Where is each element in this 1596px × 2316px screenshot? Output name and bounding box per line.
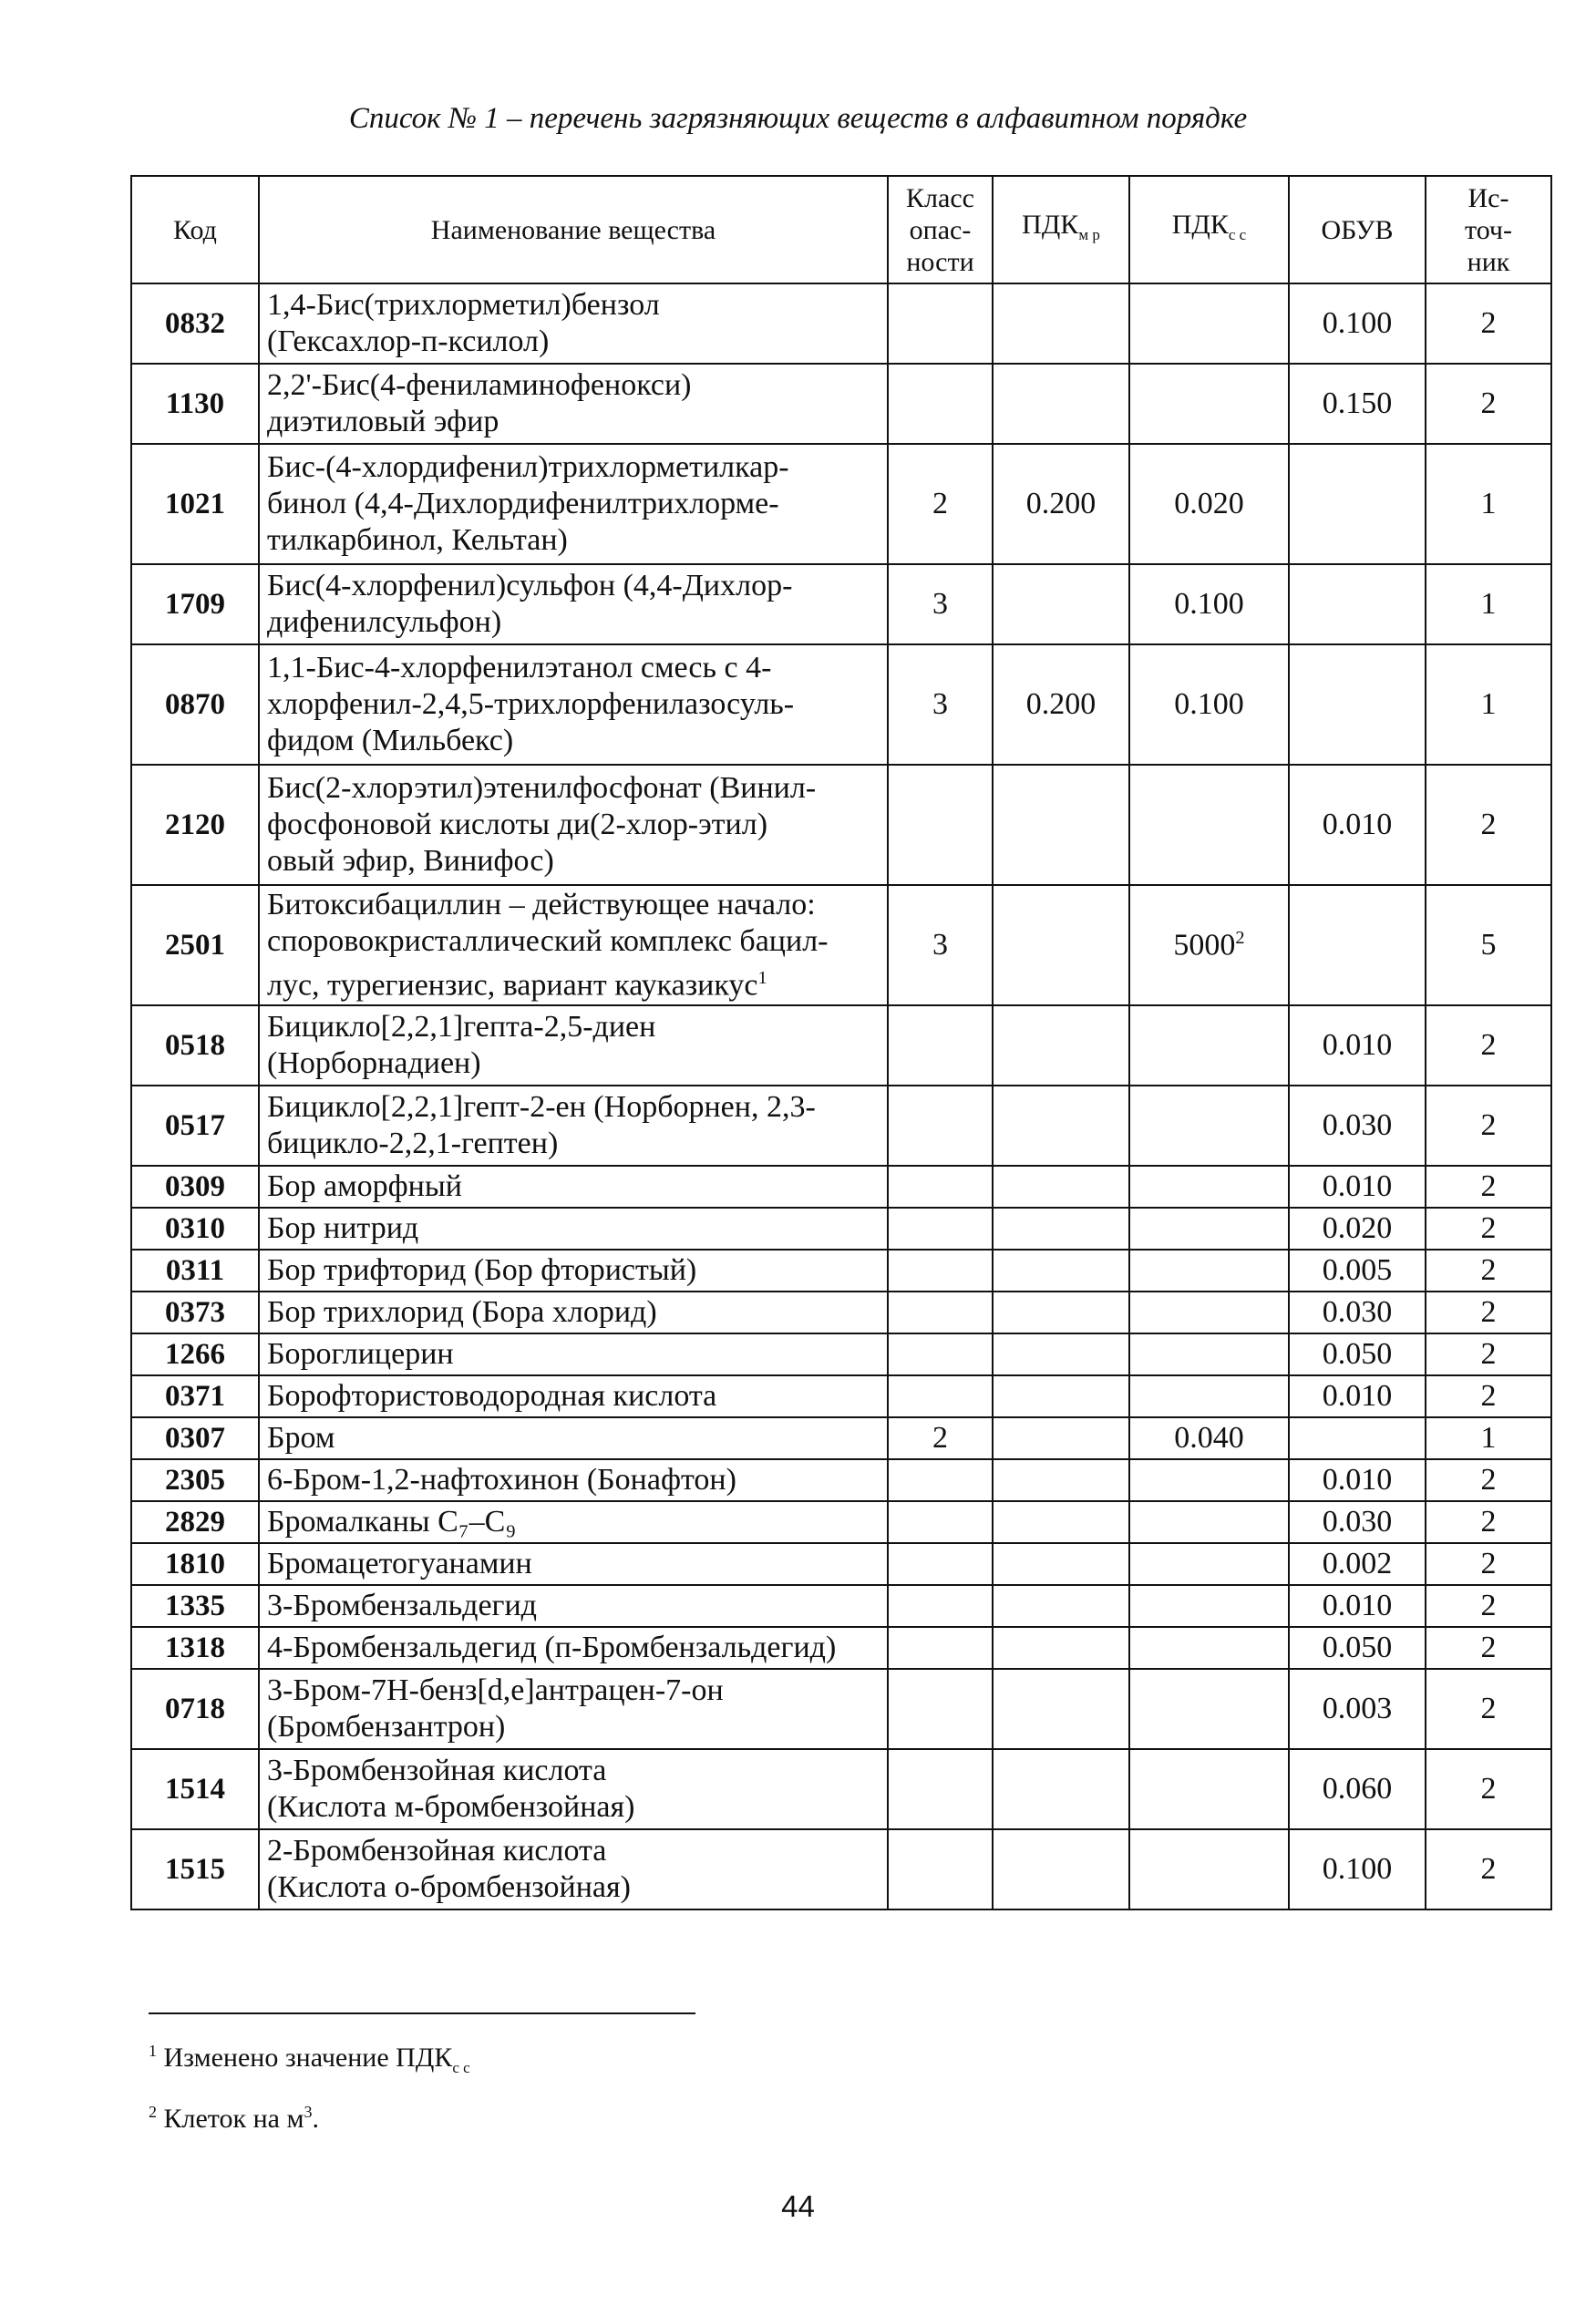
cell-source: 2: [1426, 765, 1551, 885]
cell-obuv: 0.030: [1289, 1292, 1426, 1333]
cell-hazard-class: [888, 283, 993, 364]
page-number: 44: [781, 2189, 815, 2223]
cell-pdk-ss: 5000$^2$: [1129, 885, 1289, 1005]
name-line: (Гексахлор-п-ксилол): [267, 324, 550, 358]
name-line: 2-Бромбензойная кислота: [267, 1834, 607, 1868]
header-obuv: ОБУВ: [1289, 176, 1426, 283]
substances-table: [130, 175, 1552, 1910]
cell-name: [259, 1208, 888, 1250]
cell-source: 2: [1426, 1627, 1551, 1669]
cell-pdk-mr: 0.200: [993, 644, 1129, 765]
table-row: [131, 765, 1551, 885]
cell-hazard-class: [888, 1543, 993, 1585]
cell-code: 1335: [131, 1585, 259, 1627]
cell-obuv: 0.010: [1289, 1459, 1426, 1501]
table-row: [131, 1005, 1551, 1086]
cell-source: 5: [1426, 885, 1551, 1005]
name-line: Бис(4-хлорфенил)сульфон (4,4-Дихлор-: [267, 569, 793, 602]
name-line: Бор нитрид: [267, 1211, 419, 1245]
cell-code: 2305: [131, 1459, 259, 1501]
name-line: споровокристаллический комплекс бацил-: [267, 923, 829, 958]
name-line: дифенилсульфон): [267, 605, 502, 639]
name-line: фосфоновой кислоты ди(2-хлор-этил): [267, 808, 768, 841]
cell-pdk-mr: 0.200: [993, 444, 1129, 564]
cell-obuv: [1289, 1417, 1426, 1459]
cell-source: 2: [1426, 1585, 1551, 1627]
name-line: (Норборнадиен): [267, 1046, 481, 1080]
page-title: Список № 1 – перечень загрязняющих веществ в алфавитном порядке: [348, 102, 1248, 135]
cell-code: 2120: [131, 765, 259, 885]
cell-hazard-class: [888, 1669, 993, 1749]
table-row: [131, 1459, 1551, 1501]
cell-pdk-ss: [1129, 1086, 1289, 1166]
cell-pdk-mr: [993, 1292, 1129, 1333]
cell-obuv: 0.050: [1289, 1333, 1426, 1375]
cell-obuv: 0.003: [1289, 1669, 1426, 1749]
table-row: [131, 364, 1551, 444]
footnote-mark: 1: [757, 967, 767, 988]
cell-source: 2: [1426, 364, 1551, 444]
cell-source: 2: [1426, 1543, 1551, 1585]
cell-code: 1266: [131, 1333, 259, 1375]
cell-code: 0311: [131, 1250, 259, 1292]
name-line: 2,2'-Бис(4-фениламинофенокси): [267, 368, 692, 402]
cell-name: [259, 644, 888, 765]
cell-name: [259, 1543, 888, 1585]
cell-code: 0309: [131, 1166, 259, 1208]
cell-pdk-mr: [993, 1749, 1129, 1829]
cell-pdk-ss: 0.100: [1129, 644, 1289, 765]
cell-pdk-ss: [1129, 283, 1289, 364]
name-line: лус, турегиензис, вариант кауказикус$^1$: [267, 967, 767, 1003]
cell-pdk-ss: [1129, 1333, 1289, 1375]
cell-obuv: 0.010: [1289, 1005, 1426, 1086]
table-row: [131, 1627, 1551, 1669]
cell-name: [259, 364, 888, 444]
cell-code: 0718: [131, 1669, 259, 1749]
cell-name: [259, 1333, 888, 1375]
cell-name: [259, 1292, 888, 1333]
name-line: 4-Бромбензальдегид (п-Бромбензальдегид): [267, 1631, 837, 1664]
cell-name: [259, 1417, 888, 1459]
cell-pdk-mr: [993, 1333, 1129, 1375]
name-line: Битоксибациллин – действующее начало:: [267, 887, 816, 921]
cell-obuv: 0.100: [1289, 1829, 1426, 1909]
cell-hazard-class: [888, 1375, 993, 1417]
cell-name: [259, 1005, 888, 1086]
cell-hazard-class: [888, 1333, 993, 1375]
table-row: [131, 444, 1551, 564]
cell-pdk-mr: [993, 1501, 1129, 1543]
cell-obuv: 0.002: [1289, 1543, 1426, 1585]
cell-hazard-class: 3: [888, 564, 993, 644]
cell-source: 1: [1426, 644, 1551, 765]
table-row: [131, 1086, 1551, 1166]
cell-name: [259, 1459, 888, 1501]
cell-source: 2: [1426, 1501, 1551, 1543]
cell-obuv: 0.010: [1289, 1585, 1426, 1627]
cell-code: 1130: [131, 364, 259, 444]
table-row: [131, 564, 1551, 644]
cell-pdk-ss: [1129, 765, 1289, 885]
name-line: Бис(2-хлорэтил)этенилфосфонат (Винил-: [267, 771, 817, 805]
cell-pdk-mr: [993, 564, 1129, 644]
table-row: [131, 1501, 1551, 1543]
name-line: 1,4-Бис(трихлорметил)бензол: [267, 288, 660, 322]
name-line: бицикло-2,2,1-гептен): [267, 1127, 559, 1160]
cell-pdk-mr: [993, 1543, 1129, 1585]
name-line: Бор трифторид (Бор фтористый): [267, 1253, 697, 1287]
table-row: [131, 1250, 1551, 1292]
cell-name: [259, 885, 888, 1005]
cell-pdk-mr: [993, 1669, 1129, 1749]
table-row: [131, 1669, 1551, 1749]
name-line: хлорфенил-2,4,5-трихлорфенилазосуль-: [267, 687, 795, 721]
cell-pdk-mr: [993, 1086, 1129, 1166]
cell-hazard-class: [888, 1005, 993, 1086]
cell-pdk-ss: [1129, 1375, 1289, 1417]
name-line: Бром: [267, 1421, 335, 1455]
table-row: [131, 1749, 1551, 1829]
cell-name: [259, 1669, 888, 1749]
cell-pdk-mr: [993, 1627, 1129, 1669]
cell-source: 1: [1426, 1417, 1551, 1459]
cell-pdk-mr: [993, 765, 1129, 885]
cell-code: 1515: [131, 1829, 259, 1909]
cell-pdk-mr: [993, 1208, 1129, 1250]
table-row: [131, 885, 1551, 1005]
name-line: Бицикло[2,2,1]гепт-2-ен (Норборнен, 2,3-: [267, 1090, 816, 1124]
cell-pdk-ss: [1129, 1208, 1289, 1250]
name-line: овый эфир, Винифос): [267, 844, 554, 878]
table-header-row: [131, 176, 1551, 283]
name-line: Бицикло[2,2,1]гепта-2,5-диен: [267, 1010, 656, 1044]
cell-pdk-ss: 0.100: [1129, 564, 1289, 644]
name-line: Бороглицерин: [267, 1337, 454, 1371]
name-line: 1,1-Бис-4-хлорфенилэтанол смесь с 4-: [267, 651, 772, 685]
cell-pdk-mr: [993, 1417, 1129, 1459]
cell-hazard-class: [888, 1292, 993, 1333]
footnote-2: $^2$ Клеток на $м^3$.: [149, 2103, 319, 2134]
cell-pdk-ss: [1129, 1543, 1289, 1585]
cell-code: 1709: [131, 564, 259, 644]
cell-code: 0371: [131, 1375, 259, 1417]
cell-source: 2: [1426, 1333, 1551, 1375]
table-row: [131, 283, 1551, 364]
cell-hazard-class: [888, 1627, 993, 1669]
footnotes: [149, 2029, 470, 2141]
cell-pdk-ss: [1129, 1459, 1289, 1501]
cell-code: 1810: [131, 1543, 259, 1585]
cell-name: [259, 1086, 888, 1166]
cell-name: [259, 1375, 888, 1417]
cell-obuv: 0.150: [1289, 364, 1426, 444]
cell-source: 2: [1426, 1459, 1551, 1501]
name-line: (Кислота м-бромбензойная): [267, 1790, 635, 1824]
cell-hazard-class: [888, 1459, 993, 1501]
cell-pdk-ss: [1129, 1005, 1289, 1086]
cell-pdk-ss: [1129, 1292, 1289, 1333]
cell-hazard-class: [888, 1086, 993, 1166]
cell-obuv: 0.010: [1289, 765, 1426, 885]
name-line: Бромацетогуанамин: [267, 1547, 532, 1580]
cell-pdk-ss: [1129, 1749, 1289, 1829]
table-row: [131, 1829, 1551, 1909]
cell-hazard-class: 3: [888, 644, 993, 765]
cell-pdk-mr: [993, 1375, 1129, 1417]
cell-pdk-ss: 0.020: [1129, 444, 1289, 564]
name-line: 3-Бромбензальдегид: [267, 1589, 537, 1622]
table-row: [131, 1417, 1551, 1459]
cell-code: 1021: [131, 444, 259, 564]
cell-code: 1318: [131, 1627, 259, 1669]
cell-code: 0832: [131, 283, 259, 364]
table-row: [131, 1208, 1551, 1250]
footnote-divider: [149, 2012, 695, 2014]
cell-pdk-ss: [1129, 1669, 1289, 1749]
cell-obuv: 0.010: [1289, 1375, 1426, 1417]
cell-obuv: [1289, 444, 1426, 564]
cell-code: 0517: [131, 1086, 259, 1166]
cell-source: 2: [1426, 1208, 1551, 1250]
table-row: [131, 1166, 1551, 1208]
header-code: Код: [131, 176, 259, 283]
name-line: бинол (4,4-Дихлордифенилтрихлорме-: [267, 487, 779, 520]
cell-name: [259, 1501, 888, 1543]
cell-code: 0373: [131, 1292, 259, 1333]
cell-code: 0310: [131, 1208, 259, 1250]
cell-hazard-class: [888, 1501, 993, 1543]
table-row: [131, 644, 1551, 765]
cell-code: 1514: [131, 1749, 259, 1829]
name-line: диэтиловый эфир: [267, 405, 499, 438]
cell-pdk-mr: [993, 885, 1129, 1005]
cell-code: 0307: [131, 1417, 259, 1459]
cell-obuv: 0.030: [1289, 1086, 1426, 1166]
name-line: 3-Бромбензойная кислота: [267, 1754, 607, 1787]
cell-obuv: 0.060: [1289, 1749, 1426, 1829]
cell-code: 0518: [131, 1005, 259, 1086]
cell-hazard-class: [888, 1250, 993, 1292]
cell-source: 2: [1426, 283, 1551, 364]
cell-name: [259, 1166, 888, 1208]
cell-pdk-mr: [993, 1250, 1129, 1292]
cell-pdk-mr: [993, 1459, 1129, 1501]
cell-source: 2: [1426, 1292, 1551, 1333]
cell-pdk-mr: [993, 1005, 1129, 1086]
cell-obuv: 0.005: [1289, 1250, 1426, 1292]
cell-source: 2: [1426, 1749, 1551, 1829]
cell-source: 2: [1426, 1669, 1551, 1749]
cell-source: 1: [1426, 444, 1551, 564]
name-line: Борофтористоводородная кислота: [267, 1379, 717, 1413]
cell-name: [259, 1829, 888, 1909]
cell-pdk-ss: [1129, 364, 1289, 444]
cell-pdk-ss: [1129, 1829, 1289, 1909]
cell-hazard-class: 2: [888, 1417, 993, 1459]
cell-name: [259, 1627, 888, 1669]
cell-hazard-class: [888, 1749, 993, 1829]
cell-pdk-mr: [993, 1585, 1129, 1627]
name-line: 3-Бром-7H-бенз[d,e]антрацен-7-он: [267, 1673, 724, 1707]
cell-code: 0870: [131, 644, 259, 765]
cell-name: [259, 1585, 888, 1627]
table-row: [131, 1333, 1551, 1375]
cell-code: 2829: [131, 1501, 259, 1543]
footnote-mark: 2: [1235, 927, 1245, 948]
name-line: (Бромбензантрон): [267, 1710, 506, 1744]
cell-obuv: [1289, 644, 1426, 765]
cell-source: 2: [1426, 1375, 1551, 1417]
cell-obuv: 0.020: [1289, 1208, 1426, 1250]
cell-pdk-ss: [1129, 1501, 1289, 1543]
cell-pdk-mr: [993, 283, 1129, 364]
cell-name: [259, 564, 888, 644]
name-line: (Кислота о-бромбензойная): [267, 1870, 631, 1904]
name-line: фидом (Мильбекс): [267, 724, 514, 757]
cell-pdk-mr: [993, 364, 1129, 444]
cell-source: 2: [1426, 1086, 1551, 1166]
name-line: Бромалканы C₇–C₉: [267, 1505, 517, 1539]
table-row: [131, 1375, 1551, 1417]
cell-pdk-ss: 0.040: [1129, 1417, 1289, 1459]
cell-obuv: [1289, 564, 1426, 644]
cell-obuv: 0.100: [1289, 283, 1426, 364]
cell-hazard-class: 3: [888, 885, 993, 1005]
cell-hazard-class: [888, 364, 993, 444]
cell-name: [259, 765, 888, 885]
cell-hazard-class: [888, 1166, 993, 1208]
header-hazard-class: Класс опас- ности: [888, 176, 993, 283]
header-pdk-ss: $ПДК_{с с}$: [1129, 176, 1289, 283]
cell-hazard-class: [888, 1585, 993, 1627]
header-name: Наименование вещества: [259, 176, 888, 283]
cell-obuv: 0.030: [1289, 1501, 1426, 1543]
cell-hazard-class: [888, 765, 993, 885]
cell-hazard-class: [888, 1208, 993, 1250]
cell-hazard-class: [888, 1829, 993, 1909]
name-line: Бис-(4-хлордифенил)трихлорметилкар-: [267, 450, 789, 484]
cell-obuv: 0.010: [1289, 1166, 1426, 1208]
cell-pdk-mr: [993, 1166, 1129, 1208]
cell-source: 1: [1426, 564, 1551, 644]
cell-name: [259, 444, 888, 564]
cell-source: 2: [1426, 1829, 1551, 1909]
cell-name: [259, 283, 888, 364]
cell-obuv: 0.050: [1289, 1627, 1426, 1669]
footnote-1: $^1$ Изменено значение $ПДК_{с с}$: [149, 2042, 470, 2076]
cell-source: 2: [1426, 1166, 1551, 1208]
cell-name: [259, 1749, 888, 1829]
table-row: [131, 1585, 1551, 1627]
cell-obuv: [1289, 885, 1426, 1005]
cell-pdk-mr: [993, 1829, 1129, 1909]
cell-pdk-ss: [1129, 1250, 1289, 1292]
table-row: [131, 1292, 1551, 1333]
name-line: 6-Бром-1,2-нафтохинон (Бонафтон): [267, 1463, 736, 1497]
cell-source: 2: [1426, 1250, 1551, 1292]
cell-source: 2: [1426, 1005, 1551, 1086]
name-line: Бор трихлорид (Бора хлорид): [267, 1295, 657, 1329]
cell-pdk-ss: [1129, 1166, 1289, 1208]
name-line: тилкарбинол, Кельтан): [267, 523, 568, 557]
cell-pdk-ss: [1129, 1627, 1289, 1669]
cell-pdk-ss: [1129, 1585, 1289, 1627]
name-line: Бор аморфный: [267, 1169, 462, 1203]
header-pdk-mr: $ПДК_{м р}$: [993, 176, 1129, 283]
cell-code: 2501: [131, 885, 259, 1005]
header-source: Ис- точ- ник: [1426, 176, 1551, 283]
cell-hazard-class: 2: [888, 444, 993, 564]
cell-name: [259, 1250, 888, 1292]
table-row: [131, 1543, 1551, 1585]
